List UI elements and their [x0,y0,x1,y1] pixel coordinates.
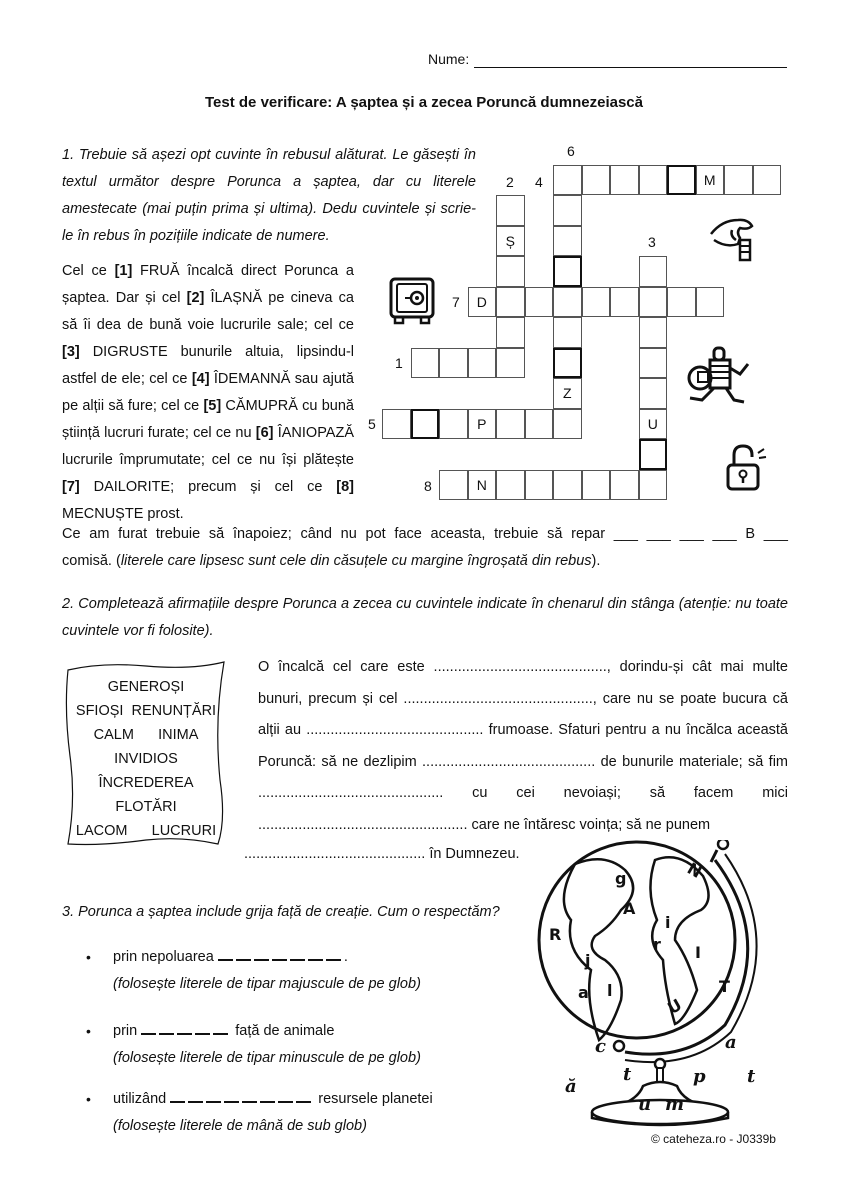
crossword-number: 2 [506,174,514,190]
word-number: [6] [255,425,274,441]
q2-fill-last-line: ............................................. în Dumnezeu. [244,846,520,862]
letter-blank[interactable] [159,1021,174,1035]
name-field[interactable] [474,67,787,68]
q3-item-text: prin [113,1023,142,1039]
word-number: [1] [114,263,133,279]
word-box-entry: INVIDIOS [114,751,178,767]
globe-letter: T [719,977,730,996]
stand-letter: ă [565,1076,577,1097]
crossword-cell[interactable] [553,226,582,257]
globe-letter: R [549,925,562,944]
text-fragment: ÎLAȘNĂ pe cineva ca să îi dea de bună voie lucrurile sale; cel ce [62,290,354,333]
crossword-number: 6 [567,143,575,159]
stand-letter: t [747,1066,756,1087]
crossword-cell[interactable] [525,287,554,318]
crossword-cell[interactable] [582,165,611,196]
q3-item-text-after: . [343,949,348,965]
letter-blank[interactable] [206,1089,221,1103]
crossword-cell[interactable]: P [468,409,497,440]
q1-conclusion-line1: Ce am furat trebuie să înapoiez; când nu pot face aceasta, trebuie să repar ___ ___ ___ ___ B ___ [62,526,788,542]
word-box-entry: SFIOȘI RENUNȚĂRI [75,703,217,719]
letter-blank[interactable] [308,947,323,961]
crossword-cell[interactable] [525,409,554,440]
text-fragment: DAILORITE; precum și cel ce [79,479,337,495]
crossword-cell[interactable] [382,409,411,440]
letter-blank[interactable] [188,1089,203,1103]
letter-blank[interactable] [296,1089,311,1103]
bullet: • [86,1091,91,1107]
crossword-cell[interactable]: M [696,165,725,196]
crossword-cell[interactable] [496,348,525,379]
word-box-entry: ÎNCREDEREA [98,775,194,791]
crossword-cell[interactable] [439,348,468,379]
word-number: [3] [62,344,80,360]
globe-letter: j [585,951,591,970]
q1-conclusion-a: comisă. ( [62,553,121,569]
letter-blank[interactable] [170,1089,185,1103]
q3-item [113,1086,433,1140]
letter-blank[interactable] [224,1089,239,1103]
q2-fill-text: O încalcă cel care este ..........................................., dorindu-și cât mai multe bunuri, precum și cel ..............................................., care nu se poate bucura că alții au ............................................ frumoase. Sfaturi pentru a nu încălca această Poruncă: să ne dezlipim ........................................... de bunurile materiale; să fim .............................................. cu cei nevoiași; să facem mici .................................................... care ne întăresc voința; să ne punem [258,659,788,833]
letter-blank[interactable] [326,947,341,961]
crossword-cell[interactable] [639,470,668,501]
hand-taking-money-icon [708,212,758,262]
crossword-number: 1 [395,355,403,371]
crossword-cell[interactable] [667,287,696,318]
globe-letter: l [607,981,613,1000]
crossword-cell[interactable] [439,470,468,501]
crossword-number: 8 [424,478,432,494]
text-fragment: ÎANIOPAZĂ lucrurile împrumutate; cel ce nu își plătește [62,425,354,468]
globe-letter: a [578,983,589,1002]
word-number: [4] [191,371,210,387]
crossword-cell[interactable]: Z [553,378,582,409]
letter-blank[interactable] [278,1089,293,1103]
letter-blank[interactable] [290,947,305,961]
crossword-cell[interactable]: Ș [496,226,525,257]
text-fragment: CĂMUPRĂ cu bună știință lucruri furate; cel ce nu [62,398,354,441]
crossword-cell[interactable] [553,317,582,348]
q3-item-text-after: resursele planetei [314,1091,433,1107]
crossword-cell[interactable] [411,348,440,379]
crossword-cell[interactable] [496,409,525,440]
crossword-cell[interactable] [753,165,782,196]
q1-conclusion [62,521,788,575]
letter-blank[interactable] [213,1021,228,1035]
thief-running-icon [686,344,752,410]
q1-scrambled-text [62,258,354,528]
globe-letter: g [615,869,627,888]
crossword-cell-highlighted[interactable] [553,348,582,379]
globe-illustration [525,840,795,1130]
word-number: [2] [186,290,205,306]
letter-blank[interactable] [218,947,233,961]
globe-letter: r [653,935,661,954]
crossword-cell[interactable] [582,287,611,318]
stand-letter: m [665,1094,685,1115]
crossword-cell[interactable] [553,165,582,196]
q3-item-text: prin nepoluarea [113,949,218,965]
q3-item [113,944,421,998]
letter-blank[interactable] [260,1089,275,1103]
crossword-number: 4 [535,174,543,190]
letter-blank[interactable] [236,947,251,961]
word-box-entry: FLOTĂRI [115,799,177,815]
globe-sphere [539,842,735,1038]
crossword-cell[interactable] [610,165,639,196]
crossword-number: 5 [368,416,376,432]
globe-letter: U [664,994,686,1018]
crossword-cell[interactable] [639,287,668,318]
q3-item-text-after: față de animale [231,1023,335,1039]
letter-blank[interactable] [272,947,287,961]
q3-item-text: utilizând [113,1091,171,1107]
globe-letter: N [683,858,706,882]
crossword-cell[interactable] [496,256,525,287]
crossword-cell[interactable] [553,195,582,226]
text-fragment: DIGRUSTE bunurile altuia, lipsindu-l astfel de ele; cel ce [62,344,354,387]
stand-letter: u [638,1094,652,1115]
q1-conclusion-hint: literele care lipsesc sunt cele din căsuțele cu margine îngroșată din rebus [120,553,592,569]
crossword-cell[interactable] [496,317,525,348]
crossword-cell[interactable] [724,165,753,196]
q1-conclusion-line2 [62,548,788,575]
text-fragment: FRUĂ încalcă direct Porunca a șaptea. Dar și cel [62,263,354,306]
crossword-cell[interactable] [553,470,582,501]
crossword-cell[interactable] [639,348,668,379]
word-number: [5] [203,398,222,414]
globe-letter: A [623,899,636,918]
crossword-cell[interactable]: U [639,409,668,440]
q3-instructions: 3. Porunca a șaptea include grija față de creație. Cum o respectăm? [62,904,500,920]
copyright: © cateheza.ro - J0339b [651,1132,776,1146]
word-box-entry: GENEROȘI [107,679,185,695]
crossword-cell[interactable] [610,287,639,318]
letter-blank[interactable] [254,947,269,961]
bullet: • [86,949,91,965]
crossword-cell[interactable] [525,470,554,501]
word-box-entry: LACOM LUCRURI [75,823,217,839]
word-number: [7] [62,479,80,495]
q3-item [113,1018,421,1072]
stand-letter: p [693,1066,706,1087]
safe-icon [389,277,435,327]
globe-letter: i [665,913,671,932]
crossword-cell[interactable] [468,348,497,379]
bullet: • [86,1023,91,1039]
stand-letter: c [595,1036,606,1057]
letter-blank[interactable] [195,1021,210,1035]
crossword-cell[interactable] [696,287,725,318]
text-fragment: Cel ce [62,263,115,279]
word-box-list [62,675,230,843]
stand-letter: a [725,1032,737,1053]
crossword-cell[interactable] [553,409,582,440]
q3-item-hint: (folosește literele de mână de sub glob) [113,1118,367,1134]
word-box-entry: CALM INIMA [93,727,199,743]
open-padlock-icon [724,443,770,493]
globe-letter: I [695,943,701,962]
word-number: [8] [336,479,354,495]
crossword-cell[interactable]: D [468,287,497,318]
crossword-cell[interactable] [496,195,525,226]
q3-item-hint: (folosește literele de tipar minuscule de pe glob) [113,1050,421,1066]
crossword-number: 7 [452,294,460,310]
crossword-cell[interactable] [439,409,468,440]
crossword-cell-highlighted[interactable] [639,439,668,470]
crossword-cell-highlighted[interactable] [553,256,582,287]
page-title: Test de verificare: A șaptea și a zecea Poruncă dumnezeiască [205,94,643,111]
name-label: Nume: [428,51,470,67]
text-fragment: MECNUȘTE prost. [62,506,184,522]
text-fragment: ÎDEMANNĂ sau ajută pe alții să fure; cel ce [62,371,354,414]
crossword-cell[interactable] [582,470,611,501]
crossword-cell[interactable] [553,287,582,318]
letter-blank[interactable] [242,1089,257,1103]
letter-blank[interactable] [177,1021,192,1035]
crossword-cell[interactable] [496,470,525,501]
crossword-cell[interactable] [610,470,639,501]
q1-conclusion-b: ). [591,553,601,569]
q2-instructions: 2. Completează afirmațiile despre Porunca a zecea cu cuvintele indicate în chenarul din stânga (atenție: nu toate cuvintele vor fi folosite). [62,596,788,639]
crossword-cell[interactable] [639,165,668,196]
crossword-cell[interactable] [496,287,525,318]
q3-item-hint: (folosește literele de tipar majuscule de pe glob) [113,976,421,992]
crossword-cell-highlighted[interactable] [667,165,696,196]
crossword-cell-highlighted[interactable] [411,409,440,440]
crossword-cell[interactable]: N [468,470,497,501]
crossword-cell[interactable] [639,256,668,287]
crossword-number: 3 [648,234,656,250]
letter-blank[interactable] [141,1021,156,1035]
crossword-cell[interactable] [639,317,668,348]
stand-letter: t [623,1064,632,1085]
crossword-cell[interactable] [639,378,668,409]
q1-instructions: 1. Trebuie să așezi opt cuvinte în rebusul alăturat. Le găsești în textul următor despre Porunca a șaptea, dar cu literele amestecate (mai puțin prima și ultima). Dedu cuvintele și scrie-le în rebus în pozițiile indicate de numere. [62,147,476,244]
